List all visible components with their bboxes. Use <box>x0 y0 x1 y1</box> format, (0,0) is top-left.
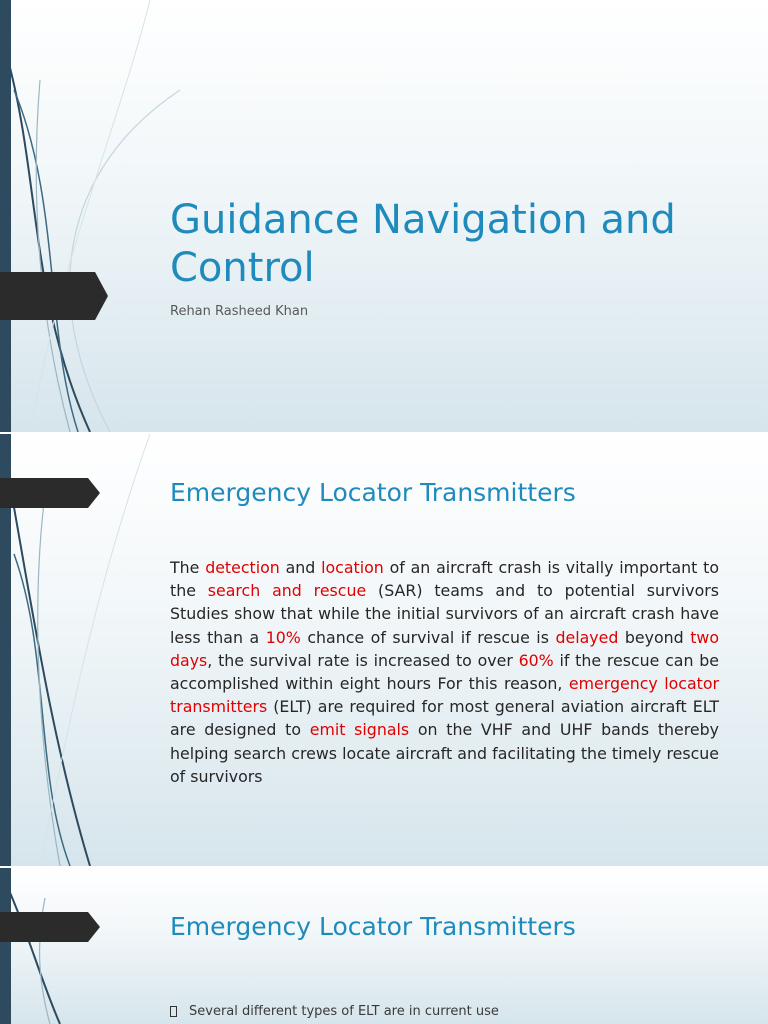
arrow-tab <box>0 912 100 942</box>
bullet-item: Several different types of ELT are in current use <box>170 1004 499 1019</box>
arrow-tab <box>0 478 100 508</box>
slide-title: Guidance Navigation and Control <box>170 197 676 291</box>
content-slide <box>0 868 768 1024</box>
title-slide <box>0 0 768 432</box>
author-name: Rehan Rasheed Khan <box>170 304 309 319</box>
arrow-tab <box>0 272 108 320</box>
body-paragraph: The detection and location of an aircraft crash is vitally important to the search and rescue (SAR) teams and to potential survivors Studies show that while the initial survivors of an aircraft crash have less than a 10% chance of survival if rescue is delayed beyond two days, the survival rate is increased to over 60% if the rescue can be accomplished within eight hours For this reason, emergency locator transmitters (ELT) are required for most general aviation aircraft ELT are designed to emit signals on the VHF and UHF bands thereby helping search crews locate aircraft and facilitating the timely rescue of survivors <box>170 558 720 786</box>
slide-heading: Emergency Locator Transmitters <box>170 912 576 941</box>
content-slide <box>0 434 768 866</box>
bullet-icon <box>170 1006 177 1017</box>
decorative-curves <box>0 868 200 1024</box>
slide-heading: Emergency Locator Transmitters <box>170 478 576 507</box>
